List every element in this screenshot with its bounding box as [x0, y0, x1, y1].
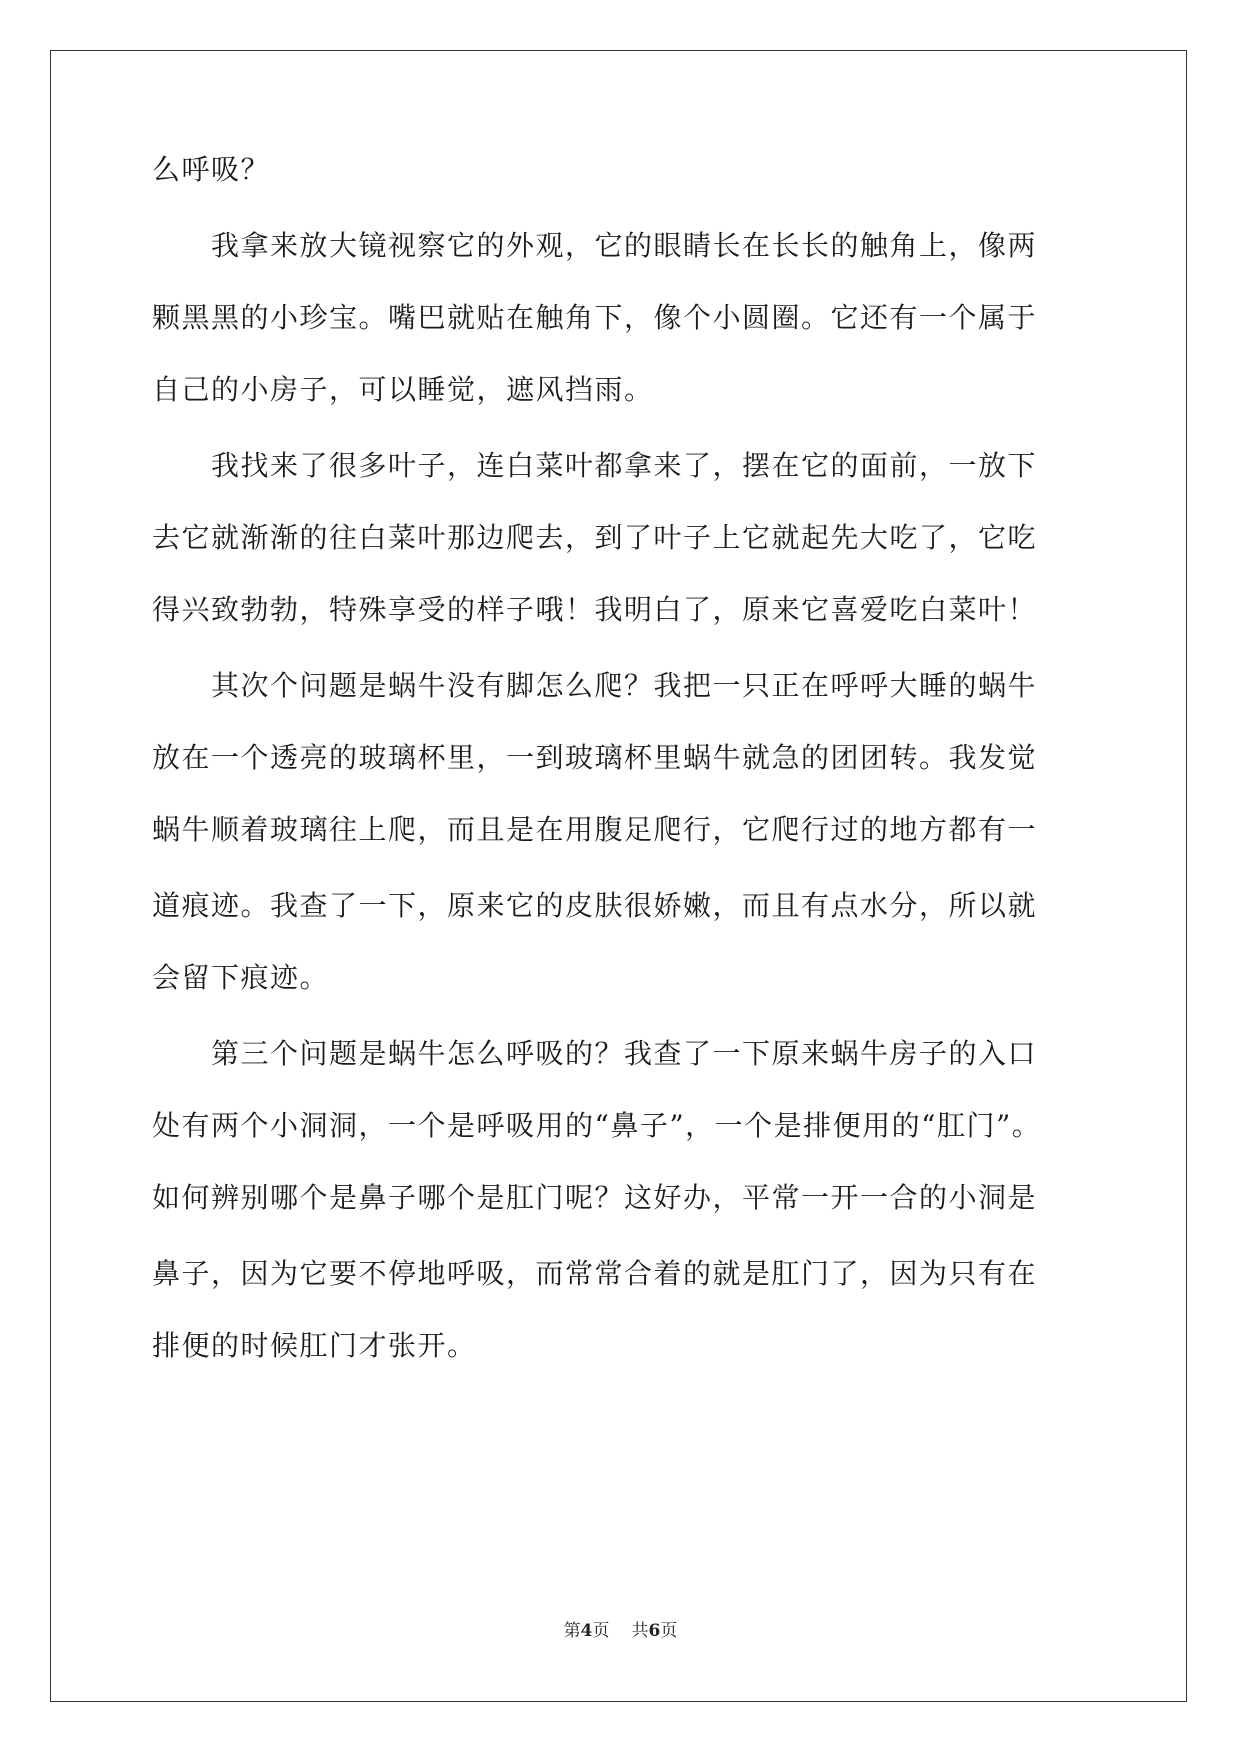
footer-page-unit: 页: [592, 1621, 610, 1641]
text-line: 放在一个透亮的玻璃杯里，一到玻璃杯里蜗牛就急的团团转。我发觉: [152, 741, 1038, 774]
page-footer: [0, 1620, 1241, 1642]
text-line: 第三个问题是蜗牛怎么呼吸的？我查了一下原来蜗牛房子的入口: [152, 1037, 1038, 1070]
text-line: 如何辨别哪个是鼻子哪个是肛门呢？这好办，平常一开一合的小洞是: [152, 1181, 1038, 1214]
text-line: 处有两个小洞洞，一个是呼吸用的“鼻子”，一个是排便用的“肛门”。: [152, 1109, 1042, 1142]
text-line: 会留下痕迹。: [152, 961, 330, 994]
text-line: 我找来了很多叶子，连白菜叶都拿来了，摆在它的面前，一放下: [152, 449, 1038, 482]
text-line: 我拿来放大镜视察它的外观，它的眼睛长在长长的触角上，像两: [152, 229, 1038, 262]
text-line: 得兴致勃勃，特殊享受的样子哦！我明白了，原来它喜爱吃白菜叶！: [152, 593, 1038, 626]
text-line: 排便的时候肛门才张开。: [152, 1329, 477, 1362]
text-line: 么呼吸？: [152, 153, 271, 186]
text-line: 去它就渐渐的往白菜叶那边爬去，到了叶子上它就起先大吃了，它吃: [152, 521, 1038, 554]
text-line: 鼻子，因为它要不停地呼吸，而常常合着的就是肛门了，因为只有在: [152, 1257, 1038, 1290]
text-line: 蜗牛顺着玻璃往上爬，而且是在用腹足爬行，它爬行过的地方都有一: [152, 813, 1038, 846]
text-line: 道痕迹。我查了一下，原来它的皮肤很娇嫩，而且有点水分，所以就: [152, 889, 1038, 922]
footer-total-unit: 页: [660, 1621, 678, 1641]
total-page-count: 6: [648, 1621, 661, 1641]
text-line: 自己的小房子，可以睡觉，遮风挡雨。: [152, 373, 654, 406]
text-line: 颗黑黑的小珍宝。嘴巴就贴在触角下，像个小圆圈。它还有一个属于: [152, 301, 1038, 334]
text-line: 其次个问题是蜗牛没有脚怎么爬？我把一只正在呼呼大睡的蜗牛: [152, 669, 1038, 702]
current-page-number: 4: [580, 1621, 593, 1641]
footer-total-prefix: 共: [631, 1621, 649, 1641]
footer-prefix: 第: [563, 1621, 581, 1641]
